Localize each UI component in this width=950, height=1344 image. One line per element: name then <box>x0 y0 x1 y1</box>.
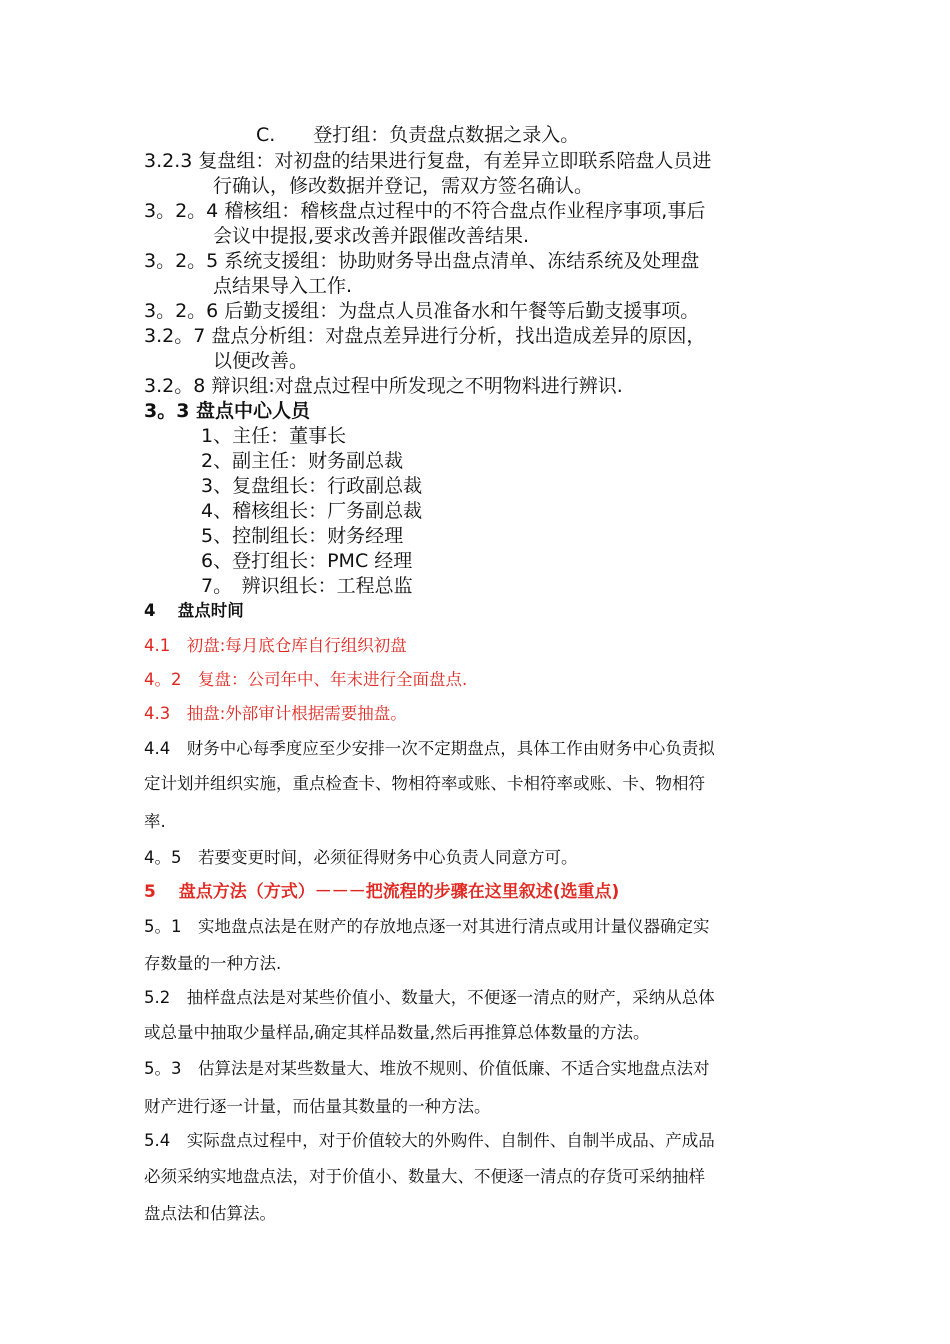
line-4-4-cont: 定计划并组织实施，重点检查卡、物相符率或账、卡相符率或账、卡、物相符 <box>144 774 705 793</box>
line-5-3-cont: 财产进行逐一计量，而估量其数量的一种方法。 <box>144 1097 491 1116</box>
staff-item: 2、副主任：财务副总裁 <box>201 450 404 472</box>
staff-item: 5、控制组长：财务经理 <box>201 525 404 547</box>
line-5-2-cont: 或总量中抽取少量样品,确定其样品数量,然后再推算总体数量的方法。 <box>144 1023 650 1042</box>
line-5-1-cont: 存数量的一种方法. <box>144 954 282 973</box>
staff-item: 1、主任：董事长 <box>201 425 347 447</box>
line-4-4: 4.4 财务中心每季度应至少安排一次不定期盘点，具体工作由财务中心负责拟 <box>144 739 715 758</box>
line-5-4: 5.4 实际盘点过程中，对于价值较大的外购件、自制件、自制半成品、产成品 <box>144 1131 715 1150</box>
line-4-3: 4.3 抽盘:外部审计根据需要抽盘。 <box>144 704 407 723</box>
line-3-2-8: 3.2。8 辩识组:对盘点过程中所发现之不明物料进行辨识. <box>144 375 623 397</box>
line-3-2-5: 3。2。5 系统支援组：协助财务导出盘点清单、冻结系统及处理盘 <box>144 250 700 272</box>
line-3-2-4: 3。2。4 稽核组：稽核盘点过程中的不符合盘点作业程序事项,事后 <box>144 200 706 222</box>
line-3-2-2-c: C. 登打组：负责盘点数据之录入。 <box>256 124 580 146</box>
line-3-2-6: 3。2。6 后勤支援组：为盘点人员准备水和午餐等后勤支援事项。 <box>144 300 700 322</box>
line-4-1: 4.1 初盘:每月底仓库自行组织初盘 <box>144 636 407 655</box>
staff-item: 6、登打组长：PMC 经理 <box>201 550 413 572</box>
line-5-4-cont: 盘点法和估算法。 <box>144 1204 276 1223</box>
line-5-2: 5.2 抽样盘点法是对某些价值小、数量大，不便逐一清点的财产，采纳从总体 <box>144 988 715 1007</box>
staff-item: 4、稽核组长：厂务副总裁 <box>201 500 423 522</box>
heading-3-3: 3。3 盘点中心人员 <box>144 400 311 422</box>
line-5-4-cont: 必须采纳实地盘点法，对于价值小、数量大、不便逐一清点的存货可采纳抽样 <box>144 1167 705 1186</box>
staff-item: 7。 辨识组长：工程总监 <box>201 575 413 597</box>
staff-item: 3、复盘组长：行政副总裁 <box>201 475 423 497</box>
line-3-2-3-cont: 行确认，修改数据并登记，需双方签名确认。 <box>213 175 594 197</box>
line-5-3: 5。3 估算法是对某些数量大、堆放不规则、价值低廉、不适合实地盘点法对 <box>144 1059 710 1078</box>
line-3-2-3: 3.2.3 复盘组：对初盘的结果进行复盘，有差异立即联系陪盘人员进 <box>144 150 712 172</box>
line-4-5: 4。5 若要变更时间，必须征得财务中心负责人同意方可。 <box>144 848 578 867</box>
line-3-2-5-cont: 点结果导入工作. <box>213 275 353 297</box>
line-3-2-7-cont: 以便改善。 <box>213 350 309 372</box>
line-3-2-7: 3.2。7 盘点分析组：对盘点差异进行分析，找出造成差异的原因， <box>144 325 706 347</box>
line-4-4-cont: 率. <box>144 812 166 831</box>
line-4-2: 4。2 复盘：公司年中、年末进行全面盘点. <box>144 670 468 689</box>
heading-4: 4 盘点时间 <box>144 601 244 620</box>
heading-5: 5 盘点方法（方式）－－－把流程的步骤在这里叙述(选重点) <box>144 882 620 902</box>
line-5-1: 5。1 实地盘点法是在财产的存放地点逐一对其进行清点或用计量仪器确定实 <box>144 917 710 936</box>
line-3-2-4-cont: 会议中提报,要求改善并跟催改善结果. <box>213 225 530 247</box>
